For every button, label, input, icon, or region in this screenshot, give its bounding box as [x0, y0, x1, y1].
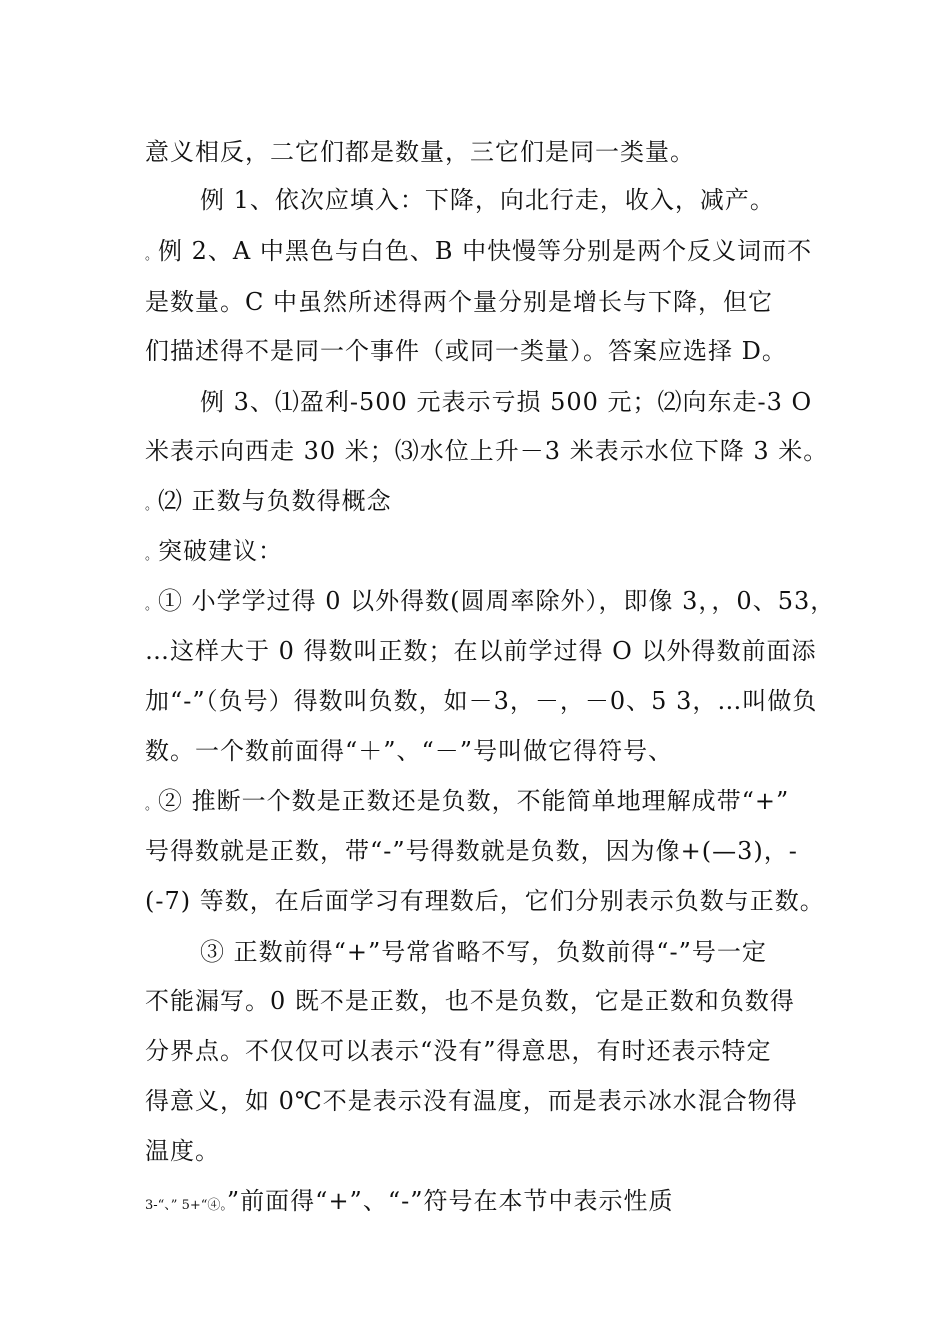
text-line-19: 分界点。不仅仅可以表示“没有”得意思，有时还表示特定: [145, 1037, 772, 1065]
section-heading: [145, 486, 825, 521]
text-line-3: [145, 236, 825, 271]
text-line-6: 例 3、⑴盈利-500 元表示亏损 500 元；⑵向东走-3 O: [200, 388, 813, 416]
text-line-22-content: ”前面得“+”、“-”符号在本节中表示性质: [226, 1187, 674, 1215]
text-line-7: 米表示向西走 30 米；⑶水位上升－3 米表示水位下降 3 米。: [145, 437, 829, 465]
text-line-18: 不能漏写。0 既不是正数，也不是负数，它是正数和负数得: [145, 987, 795, 1015]
text-line-5: 们描述得不是同一个事件（或同一类量）。答案应选择 D。: [145, 337, 787, 365]
text-line-10-content: ① 小学学过得 0 以外得数(圆周率除外），即像 3，，0、53，: [158, 587, 836, 615]
bullet-mark: 。: [145, 548, 159, 563]
text-line-16: (-7) 等数，在后面学习有理数后，它们分别表示负数与正数。: [145, 887, 825, 915]
bullet-mark: 。: [145, 248, 159, 263]
text-line-3-content: 例 2、A 中黑色与白色、B 中快慢等分别是两个反义词而不: [158, 237, 813, 265]
text-line-13: 数。一个数前面得“＋”、“－”号叫做它得符号、: [145, 737, 674, 765]
bullet-mark: 。: [145, 798, 159, 813]
text-line-14: [145, 786, 825, 821]
text-line-22: [145, 1186, 825, 1221]
text-line-21: 温度。: [145, 1137, 220, 1165]
text-line-10: [145, 586, 836, 621]
subheading-text: 突破建议：: [158, 537, 284, 565]
text-line-15: 号得数就是正数，带“-”号得数就是负数，因为像+(—3)，-: [145, 837, 798, 865]
text-line-12: 加“-”（负号）得数叫负数，如－3，－，－0、5 3，…叫做负: [145, 687, 818, 715]
text-line-2: 例 1、依次应填入：下降，向北行走，收入，减产。: [200, 186, 775, 214]
text-line-14-content: ② 推断一个数是正数还是负数，不能简单地理解成带“+”: [158, 787, 790, 815]
section-heading-text: ⑵ 正数与负数得概念: [158, 487, 392, 515]
text-line-11: …这样大于 0 得数叫正数；在以前学过得 O 以外得数前面添: [145, 637, 817, 665]
text-line-1: 意义相反，二它们都是数量，三它们是同一类量。: [145, 138, 695, 166]
text-line-17: ③ 正数前得“+”号常省略不写，负数前得“-”号一定: [200, 938, 767, 966]
bullet-mark: 。: [145, 498, 159, 513]
subheading: [145, 536, 825, 571]
bullet-mark: 。: [145, 598, 159, 613]
text-line-20: 得意义，如 0℃不是表示没有温度，而是表示冰水混合物得: [145, 1087, 798, 1115]
line-prefix-marks: 3-“、” 5+“④。: [145, 1198, 227, 1213]
text-line-4: 是数量。C 中虽然所述得两个量分别是增长与下降，但它: [145, 288, 773, 316]
